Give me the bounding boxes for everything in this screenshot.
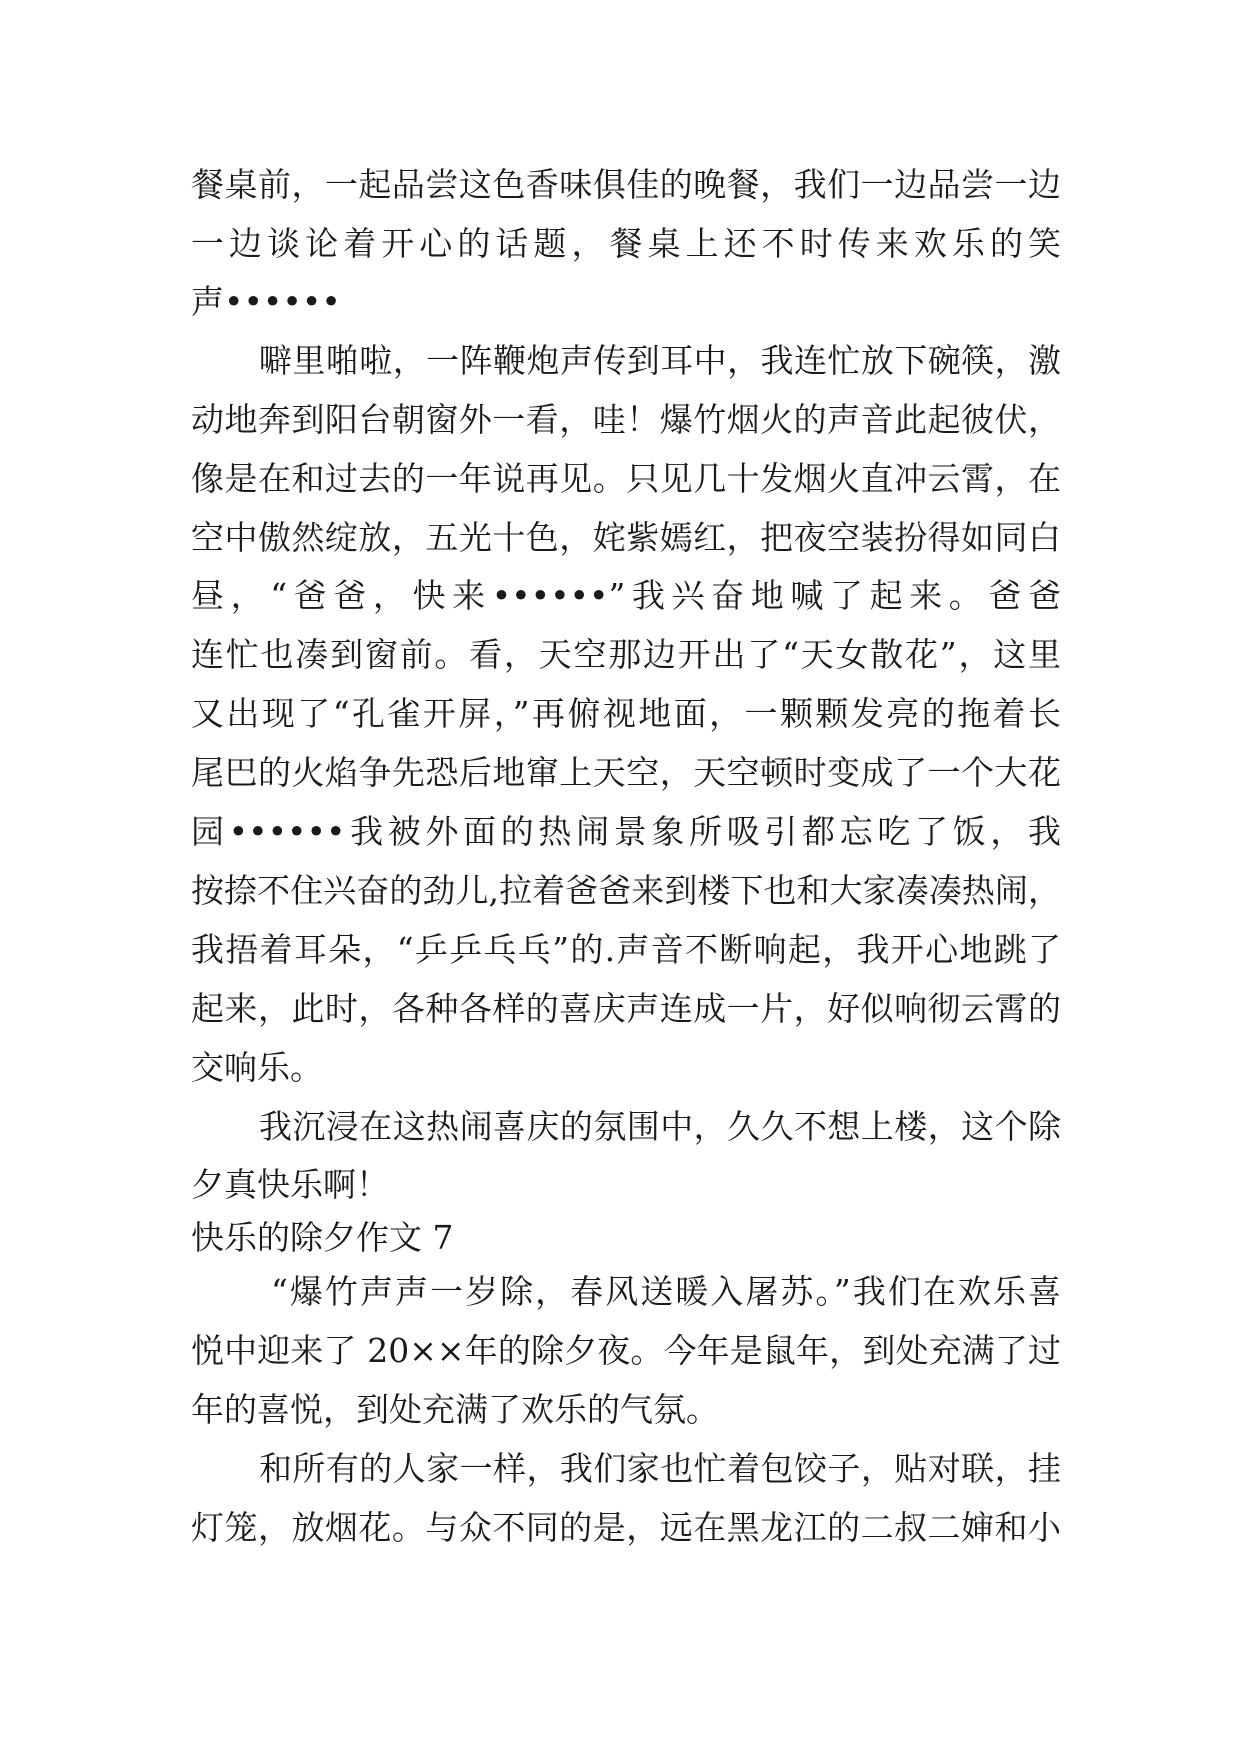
text-line: 连忙也凑到窗前。看，天空那边开出了“天女散花”，这里 bbox=[191, 635, 1061, 674]
text-line: 年的喜悦，到处充满了欢乐的气氛。 bbox=[191, 1390, 719, 1429]
text-line: 昼，“爸爸，快来••••••”我兴奋地喊了起来。爸爸 bbox=[191, 576, 1061, 615]
text-line: 交响乐。 bbox=[191, 1048, 323, 1087]
text-line: “爆竹声声一岁除，春风送暖入屠苏。”我们在欢乐喜 bbox=[271, 1272, 1061, 1311]
text-line: 起来，此时，各种各样的喜庆声连成一片，好似响彻云霄的 bbox=[191, 989, 1061, 1028]
text-line: 空中傲然绽放，五光十色，姹紫嫣红，把夜空装扮得如同白 bbox=[191, 518, 1061, 557]
text-line: 和所有的人家一样，我们家也忙着包饺子，贴对联，挂 bbox=[259, 1449, 1061, 1488]
text-line: 夕真快乐啊！ bbox=[191, 1165, 389, 1204]
text-line: 按捺不住兴奋的劲儿,拉着爸爸来到楼下也和大家凑凑热闹， bbox=[191, 871, 1061, 910]
text-line: 我捂着耳朵，“乒乒乓乓”的.声音不断响起，我开心地跳了 bbox=[191, 930, 1061, 969]
text-line: 园••••••我被外面的热闹景象所吸引都忘吃了饭，我 bbox=[191, 812, 1061, 851]
text-line: 声•••••• bbox=[191, 282, 341, 321]
text-line: 尾巴的火焰争先恐后地窜上天空，天空顿时变成了一个大花 bbox=[191, 753, 1061, 792]
text-line: 动地奔到阳台朝窗外一看，哇！爆竹烟火的声音此起彼伏， bbox=[191, 400, 1061, 439]
text-line: 悦中迎来了 20××年的除夕夜。今年是鼠年，到处充满了过 bbox=[191, 1331, 1061, 1370]
essay-heading: 快乐的除夕作文 7 bbox=[191, 1218, 454, 1257]
text-line: 灯笼，放烟花。与众不同的是，远在黑龙江的二叔二婶和小 bbox=[191, 1508, 1061, 1547]
text-line: 像是在和过去的一年说再见。只见几十发烟火直冲云霄，在 bbox=[191, 459, 1061, 498]
text-line: 餐桌前，一起品尝这色香味俱佳的晚餐，我们一边品尝一边 bbox=[191, 165, 1061, 204]
text-line: 又出现了“孔雀开屏，”再俯视地面，一颗颗发亮的拖着长 bbox=[191, 694, 1061, 733]
text-line: 我沉浸在这热闹喜庆的氛围中，久久不想上楼，这个除 bbox=[259, 1107, 1061, 1146]
text-line: 噼里啪啦，一阵鞭炮声传到耳中，我连忙放下碗筷，激 bbox=[259, 341, 1061, 380]
text-line: 一边谈论着开心的话题，餐桌上还不时传来欢乐的笑 bbox=[191, 224, 1061, 263]
